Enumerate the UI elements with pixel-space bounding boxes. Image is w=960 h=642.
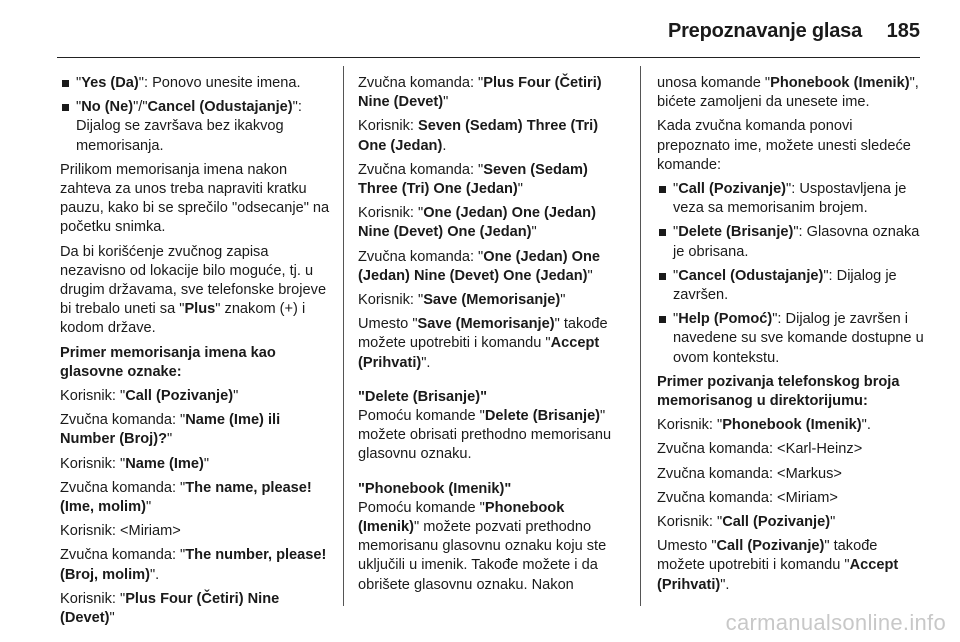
column-3 xyxy=(657,74,925,600)
list-item: "Yes (Da)": Ponovo unesite imena. xyxy=(60,74,336,93)
page-number: 185 xyxy=(886,20,920,42)
list-item: "Help (Pomoć)": Dijalog je završen i navedene su sve komande dostupne u ovom kontekstu. xyxy=(657,310,925,368)
dialog-line: Korisnik: Seven (Sedam) Three (Tri) One (Jedan). xyxy=(358,118,599,154)
dialog-line: Korisnik: "One (Jedan) One (Jedan) Nine (Devet) One (Jedan)" xyxy=(358,205,596,241)
section-heading: "Phonebook (Imenik)" xyxy=(358,480,512,497)
paragraph: Umesto "Save (Memorisanje)" takođe možete upotrebiti i komandu "Accept (Prihvati)". xyxy=(358,316,608,371)
page-header xyxy=(0,0,960,60)
dialog-line: Zvučna komanda: <Miriam> xyxy=(657,489,838,506)
dialog-line: Zvučna komanda: "Seven (Sedam) Three (Tri) One (Jedan)" xyxy=(358,161,588,198)
dialog-line: Korisnik: "Save (Memorisanje)" xyxy=(358,292,566,309)
section-heading: Primer memorisanja imena kao glasovne oznake: xyxy=(60,344,276,380)
dialog-line: Zvučna komanda: "The name, please! (Ime, molim)" xyxy=(60,479,312,516)
dialog-line: Zvučna komanda: "One (Jedan) One (Jedan) Nine (Devet) One (Jedan)" xyxy=(358,248,601,284)
dialog-line: Zvučna komanda: <Karl-Heinz> xyxy=(657,441,863,458)
dialog-line: Zvučna komanda: "The number, please! (Broj, molim)". xyxy=(60,547,327,583)
list-item: "No (Ne)"/"Cancel (Odustajanje)": Dijalog se završava bez ikakvog memorisanja. xyxy=(60,98,336,156)
dialog-line: Korisnik: "Phonebook (Imenik)". xyxy=(657,417,871,434)
section-heading: Primer pozivanja telefonskog broja memorisanog u direktorijumu: xyxy=(657,373,900,410)
page-title: Prepoznavanje glasa xyxy=(667,20,862,42)
header-rule xyxy=(57,57,920,58)
dialog-line: Korisnik: "Name (Ime)" xyxy=(60,455,210,472)
section-heading: "Delete (Brisanje)" xyxy=(358,388,488,405)
dialog-line: Zvučna komanda: "Name (Ime) ili Number (Broj)?" xyxy=(60,412,281,448)
paragraph: unosa komande "Phonebook (Imenik)", bićete zamoljeni da unesete ime. xyxy=(657,75,919,111)
paragraph: Umesto "Call (Pozivanje)" takođe možete upotrebiti i komandu "Accept (Prihvati)". xyxy=(657,538,899,593)
paragraph: Prilikom memorisanja imena nakon zahteva za unos treba napraviti kratku pauzu, kako bi se sprečilo "odsecanje" na početku snimka. xyxy=(60,161,330,236)
paragraph: Pomoću komande "Phonebook (Imenik)" možete pozvati prethodno memorisanu glasovnu oznaku koju ste uključili u imenik. Takođe možete i da obrišete glasovnu oznaku. Nakon xyxy=(358,499,607,593)
paragraph: Kada zvučna komanda ponovi prepoznato ime, možete unesti sledeće komande: xyxy=(657,118,911,173)
dialog-line: Zvučna komanda: "Plus Four (Četiri) Nine (Devet)" xyxy=(358,75,602,111)
list-item: "Cancel (Odustajanje)": Dijalog je završen. xyxy=(657,267,925,305)
dialog-line: Korisnik: <Miriam> xyxy=(60,523,181,540)
dialog-line: Korisnik: "Call (Pozivanje)" xyxy=(657,514,836,531)
paragraph: Da bi korišćenje zvučnog zapisa nezavisno od lokacije bilo moguće, tj. u drugim državama, sve telefonske brojeve bi trebalo uneti sa "Plus" znakom (+) i kodom države. xyxy=(60,243,327,337)
column-2 xyxy=(358,74,628,600)
paragraph: Pomoću komande "Delete (Brisanje)" možete obrisati prethodno memorisanu glasovnu oznaku. xyxy=(358,408,612,463)
dialog-line: Zvučna komanda: <Markus> xyxy=(657,465,842,482)
dialog-line: Korisnik: "Plus Four (Četiri) Nine (Devet)" xyxy=(60,590,280,627)
watermark: carmanualsonline.info xyxy=(725,610,946,635)
column-1 xyxy=(60,74,336,633)
dialog-line: Korisnik: "Call (Pozivanje)" xyxy=(60,388,239,405)
list-item: "Delete (Brisanje)": Glasovna oznaka je obrisana. xyxy=(657,223,925,261)
column-divider-1 xyxy=(343,66,344,606)
list-item: "Call (Pozivanje)": Uspostavljena je veza sa memorisanim brojem. xyxy=(657,180,925,218)
column-divider-2 xyxy=(640,66,641,606)
